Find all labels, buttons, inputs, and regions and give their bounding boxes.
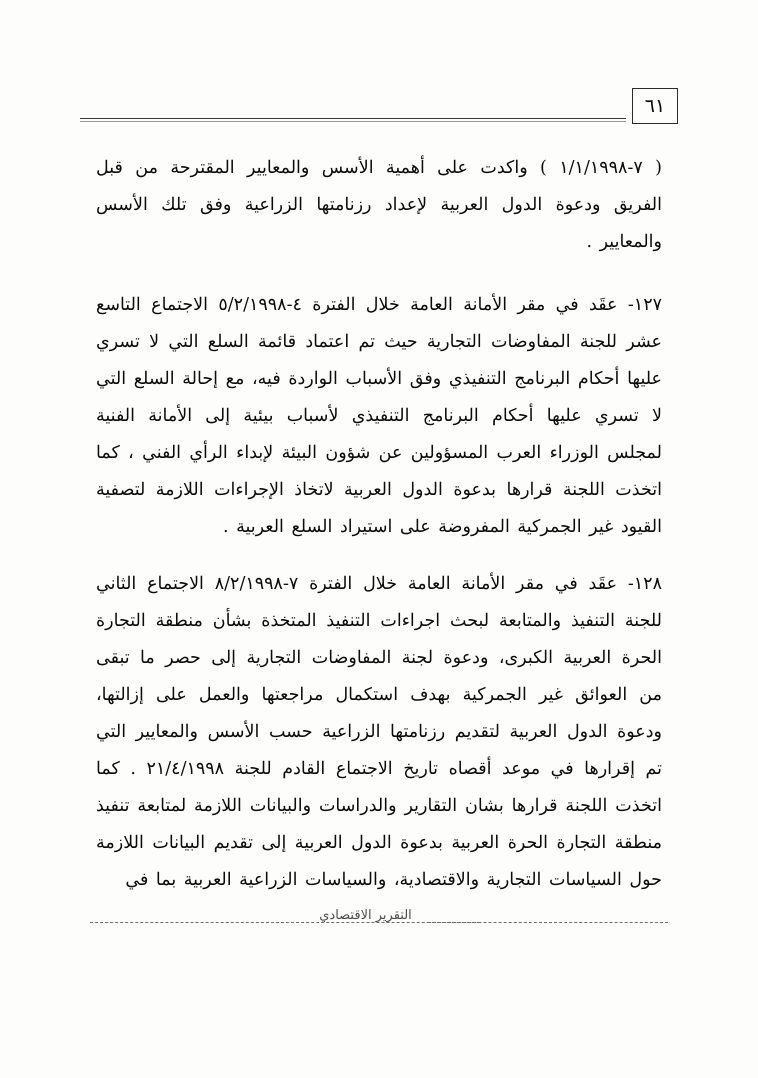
header-divider	[80, 118, 626, 119]
paragraph-text: ( ٧-١/١/١٩٩٨ ) واكدت على أهمية الأسس والمعايير المقترحة من قبل الفريق ودعوة الدول العربية لإعداد رزنامتها الزراعية وفق تلك الأسس والمعايير .	[96, 158, 662, 252]
paragraph-intro	[96, 150, 662, 261]
footer-mark: التقرير الاقتصادي	[319, 908, 412, 923]
paragraph-text: عقَد في مقر الأمانة العامة خلال الفترة ٤-٥/٢/١٩٩٨ الاجتماع التاسع عشر للجنة المفاوضات التجارية حيث تم اعتماد قائمة السلع التي لا تسري عليها أحكام البرنامج التنفيذي وفق الأسباب الواردة فيه، مع إحالة السلع التي لا تسري عليها أحكام البرنامج التنفيذي لأسباب بيئية إلى الأمانة الفنية لمجلس الوزراء العرب المسؤولين عن شؤون البيئة لإبداء الرأي الفني ، كما اتخذت اللجنة قرارها بدعوة الدول العربية لاتخاذ الإجراءات اللازمة لتصفية القيود غير الجمركية المفروضة على استيراد السلع العربية .	[96, 295, 662, 537]
paragraph-number: ١٢٨-	[627, 574, 662, 594]
document-body	[96, 150, 662, 919]
page-number: ٦١	[632, 88, 678, 124]
page-header	[80, 88, 678, 128]
paragraph-128	[96, 566, 662, 899]
paragraph-127	[96, 287, 662, 546]
page-footer	[90, 908, 668, 938]
paragraph-number: ١٢٧-	[627, 295, 662, 315]
footer-divider-left	[90, 922, 480, 923]
paragraph-text: عقَد في مقر الأمانة العامة خلال الفترة ٧-٨/٢/١٩٩٨ الاجتماع الثاني للجنة التنفيذ والمتابعة لبحث اجراءات التنفيذ المتخذة بشأن منطقة التجارة الحرة العربية الكبرى، ودعوة لجنة المفاوضات التجارية إلى حصر ما تبقى من العوائق غير الجمركية بهدف استكمال مراجعتها والعمل على إزالتها، ودعوة الدول العربية لتقديم رزنامتها الزراعية حسب الأسس والمعايير التي تم إقرارها في موعد أقصاه تاريخ الاجتماع القادم للجنة ٢١/٤/١٩٩٨ . كما اتخذت اللجنة قرارها بشان التقارير والدراسات والبيانات اللازمة لمتابعة تنفيذ منطقة التجارة الحرة العربية بدعوة الدول العربية إلى تقديم البيانات اللازمة حول السياسات التجارية والاقتصادية، والسياسات الزراعية العربية بما في	[96, 574, 663, 890]
